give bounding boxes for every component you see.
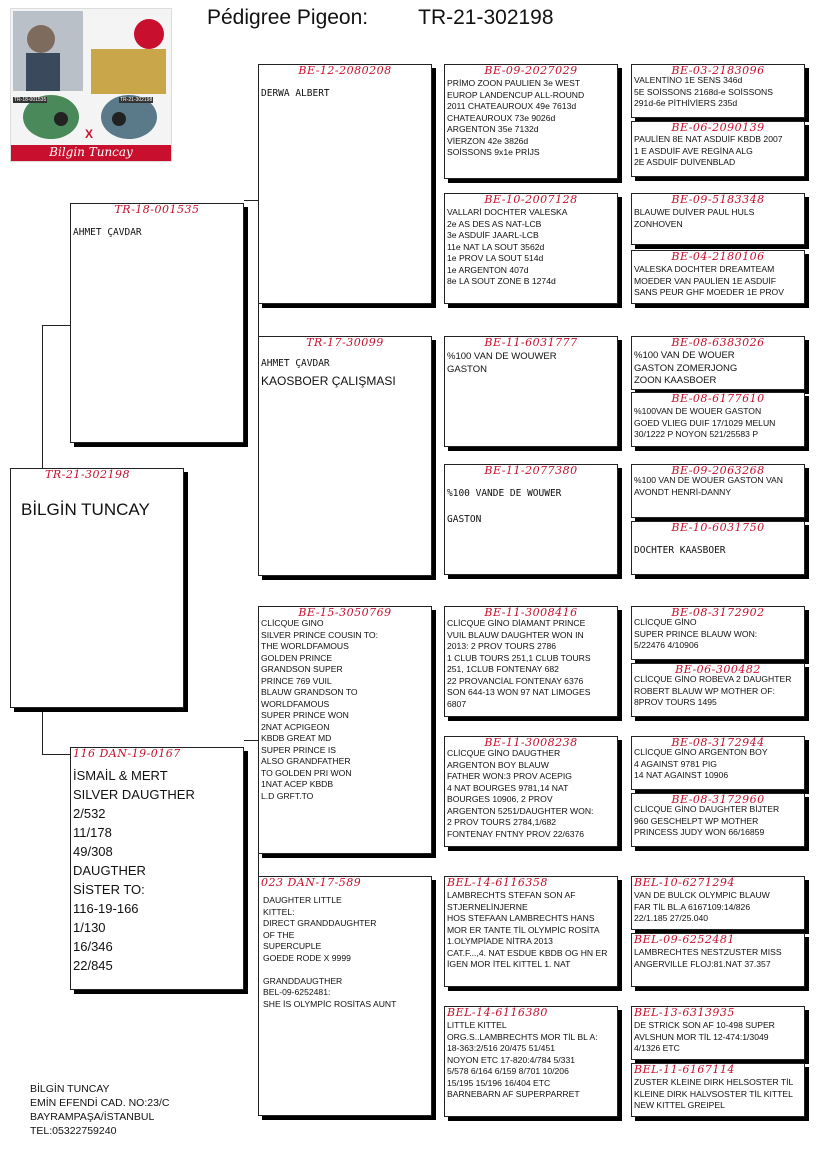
pedigree-box-gen4-6	[631, 392, 805, 447]
pigeon-details: BLAUWE DUİVER PAUL HULS ZONHOVEN	[634, 207, 755, 229]
pedigree-box-gen4-11	[631, 736, 805, 790]
ring-number: BE-10-6031750	[671, 521, 765, 534]
pigeon-details: VALENTİNO 1E SENS 346d 5E SOİSSONS 2168d-e SOİSSONS 291d-6e PİTHİVİERS 235d	[634, 75, 773, 108]
logo-badge: X	[85, 127, 94, 141]
pedigree-box-gen4-4	[631, 250, 805, 304]
pigeon-details: DERWA ALBERT	[261, 88, 330, 99]
pigeon-details: PAULİEN 8E NAT ASDUİF KBDB 2007 1 E ASDUİF AVE REGİNA ALG 2E ASDUİF DUİVENBLAD	[634, 134, 783, 167]
pigeon-details: %100 VAN DE WOUER GASTON ZOMERJONG ZOON KAASBOER	[634, 350, 738, 386]
ring-number: TR-18-001535	[114, 203, 200, 216]
pedigree-box-gen4-15	[631, 1006, 805, 1060]
pigeon-details: CLİCQUE GINO SILVER PRINCE COUSIN TO: THE WORLDFAMOUS GOLDEN PRINCE GRANDSON SUPER PRINCE 769 VUIL BLAUW GRANDSON TO WORLDFAMOUS SUPER PRINCE WON 2NAT ACPIGEON KBDB GREAT MD SUPER PRINCE IS ALSO GRANDFATHER TO GOLDEN PRI WON 1NAT ACEP KBDB L.D GRFT.TO	[261, 618, 378, 801]
pigeon-details: LAMBRECHTES NESTZUSTER MISS ANGERVILLE FLOJ:81.NAT 37.357	[634, 947, 782, 969]
ring-number: BE-09-2027029	[484, 64, 578, 77]
pedigree-box-gen2-3	[258, 606, 432, 854]
pedigree-box-gen3-8	[444, 1006, 618, 1117]
ring-number: BE-08-3172960	[671, 793, 765, 806]
pigeon-details: DE STRICK SON AF 10-498 SUPER AVLSHUN MOR TİL 12-474:1/3049 4/1326 ETC	[634, 1020, 775, 1053]
pigeon-details: DAUGHTER LITTLE KITTEL: DIRECT GRANDDAUGHTER OF THE SUPERCUPLE GOEDE RODE X 9999 GRANDDAUGTHER BEL-09-6252481: SHE İS OLYMPİC ROSİTAS AUNT	[263, 895, 397, 1009]
ring-number: 116 DAN-19-0167	[73, 747, 181, 760]
ring-number: BE-11-6031777	[484, 336, 578, 349]
pedigree-box-gen2-2	[258, 336, 432, 576]
pedigree-box-gen3-3	[444, 336, 618, 447]
pigeon-details: PRİMO ZOON PAULIEN 3e WEST EUROP LANDENCUP ALL-ROUND 2011 CHATEAUROUX 49e 7613d CHATEAUROUX 73e 9026d ARGENTON 35e 7132d VİERZON 42e 3826d SOİSSONS 9x1e PRİJS	[447, 78, 585, 157]
logo-left-ring: TR-18-001535	[14, 97, 47, 103]
ring-number: BE-08-6177610	[671, 392, 765, 405]
pigeon-details: CLİCQUE GİNO ROBEVA 2 DAUGHTER ROBERT BLAUW WP MOTHER OF: 8PROV TOURS 1495	[634, 674, 792, 707]
pigeon-details: CLİCQUE GİNO DAUGHTER BİJTER 960 GESCHELPT WP MOTHER PRINCESS JUDY WON 66/16859	[634, 804, 780, 837]
pedigree-box-gen2-4	[258, 876, 432, 1116]
ring-number: BE-09-5183348	[671, 193, 765, 206]
pedigree-box-gen4-1	[631, 64, 805, 118]
ring-number: 023 DAN-17-589	[261, 876, 362, 889]
pedigree-box-sire	[70, 203, 244, 443]
connector-dam-stub	[244, 740, 258, 741]
pigeon-details: VALESKA DOCHTER DREAMTEAM MOEDER VAN PAULİEN 1E ASDUİF SANS PEUR GHF MOEDER 1E PROV	[634, 264, 784, 297]
ring-number: BE-11-2077380	[484, 464, 578, 477]
pedigree-box-gen4-3	[631, 193, 805, 245]
logo-script-text: Bilgin Tuncay	[49, 145, 133, 159]
pigeon-details: AHMET ÇAVDAR	[73, 227, 142, 238]
ring-number: BE-06-2090139	[671, 121, 765, 134]
ring-number: BE-08-3172902	[671, 606, 765, 619]
pigeon-details: %100 VAN DE WOUWER GASTON	[447, 351, 557, 375]
title-ring: TR-21-302198	[418, 6, 554, 29]
pigeon-details: %100 VAN DE WOUER GASTON VAN AVONDT HENRİ-DANNY	[634, 475, 783, 497]
pedigree-box-subject	[10, 468, 184, 708]
ring-number: BE-11-3008416	[484, 606, 578, 619]
ring-number: BE-15-3050769	[298, 606, 392, 619]
title-label: Pédigree Pigeon:	[207, 6, 369, 29]
pigeon-details: BİLGİN TUNCAY	[21, 500, 150, 519]
breeder-contact: BİLGİN TUNCAY EMİN EFENDİ CAD. NO:23/C BAYRAMPAŞA/İSTANBUL TEL:05322759240	[30, 1083, 170, 1137]
pedigree-box-gen3-5	[444, 606, 618, 717]
pedigree-box-gen4-12	[631, 793, 805, 847]
pigeon-details: %100 VANDE DE WOUWER GASTON	[447, 488, 562, 525]
pigeon-details: İSMAİL & MERT SILVER DAUGTHER 2/532 11/178 49/308 DAUGTHER SİSTER TO: 116-19-166 1/130 16/346 22/845	[73, 768, 195, 973]
pedigree-box-gen3-2	[444, 193, 618, 304]
pedigree-box-gen3-7	[444, 876, 618, 987]
ring-number: BE-09-2063268	[671, 464, 765, 477]
pedigree-box-dam	[70, 747, 244, 990]
ring-number: BEL-14-6116380	[447, 1006, 548, 1019]
pigeon-details: VALLARİ DOCHTER VALESKA 2e AS DES AS NAT-LCB 3e ASDUİF JAARL-LCB 11e NAT LA SOUT 3562d 1e PROV LA SOUT 514d 1e ARGENTON 407d 8e LA SOUT ZONE B 1274d	[447, 207, 568, 286]
ring-number: BE-11-3008238	[484, 736, 578, 749]
pigeon-details: DOCHTER KAASBOER	[634, 545, 726, 556]
pigeon-details: CLİCQUE GİNO DAUGTHER ARGENTON BOY BLAUW FATHER WON:3 PROV ACEPIG 4 NAT BOURGES 9781,14 NAT BOURGES 10906, 2 PROV ARGENTON 5251/DAUGHTER WON: 2 PROV TOURS 2784,1/682 FONTENAY FNTNY PROV 22/6376	[447, 748, 594, 839]
pedigree-box-gen4-5	[631, 336, 805, 390]
pedigree-box-gen4-10	[631, 663, 805, 717]
pigeon-details: CLİCQUE GİNO SUPER PRINCE BLAUW WON: 5/22476 4/10906	[634, 617, 758, 650]
pigeon-note: KAOSBOER ÇALIŞMASI	[261, 374, 396, 388]
ring-number: BE-06-300482	[675, 663, 761, 676]
ring-number: BE-10-2007128	[484, 193, 578, 206]
logo-right-ring: TR-21-302198	[120, 97, 153, 103]
pedigree-box-gen4-14	[631, 933, 805, 987]
pedigree-box-gen3-4	[444, 464, 618, 575]
ring-number: BEL-13-6313935	[634, 1006, 735, 1019]
page-title	[207, 6, 554, 30]
breeder-logo	[10, 8, 172, 162]
pedigree-box-gen2-1	[258, 64, 432, 304]
pedigree-box-gen4-2	[631, 121, 805, 177]
ring-number: BEL-10-6271294	[634, 876, 735, 889]
connector-sire-stub	[244, 200, 258, 201]
pedigree-box-gen3-1	[444, 64, 618, 179]
pedigree-box-gen4-7	[631, 464, 805, 518]
pedigree-box-gen4-16	[631, 1063, 805, 1117]
pigeon-details: %100VAN DE WOUER GASTON GOED VLIEG DUIF 17/1029 MELUN 30/1222 P NOYON 521/25583 P	[634, 406, 776, 439]
ring-number: TR-21-302198	[45, 468, 131, 481]
pigeon-details: AHMET ÇAVDAR	[261, 358, 330, 369]
ring-number: TR-17-30099	[306, 336, 384, 349]
pedigree-box-gen4-9	[631, 606, 805, 660]
ring-number: BEL-14-6116358	[447, 876, 548, 889]
pigeon-details: CLİCQUE GİNO DİAMANT PRINCE VUIL BLAUW DAUGHTER WON IN 2013: 2 PROV TOURS 2786 1 CLUB TOURS 251,1 CLUB TOURS 251, 1CLUB FONTENAY 682 22 PROVANCİAL FONTENAY 6376 SON 644-13 WON 97 NAT LIMOGES 6807	[447, 618, 591, 709]
pigeon-details: LITTLE KITTEL ORG.S..LAMBRECHTS MOR TİL BL A: 18-363:2/516 20/475 51/451 NOYON ETC 17-820:4/784 5/331 5/578 6/164 6/159 8/701 10/206 15/195 15/196 16/404 ETC BARNEBARN AF SUPERPARRET	[447, 1020, 598, 1099]
ring-number: BE-12-2080208	[298, 64, 392, 77]
ring-number: BEL-11-6167114	[634, 1063, 735, 1076]
pedigree-box-gen4-8	[631, 521, 805, 575]
ring-number: BE-08-6383026	[671, 336, 765, 349]
pigeon-details: VAN DE BULCK OLYMPIC BLAUW FAR TİL BL.A 6167109:14/826 22/1.185 27/25.040	[634, 890, 770, 923]
ring-number: BE-08-3172944	[671, 736, 765, 749]
ring-number: BE-04-2180106	[671, 250, 765, 263]
pigeon-details: CLİCQUE GİNO ARGENTON BOY 4 AGAINST 9781 PIG 14 NAT AGAINST 10906	[634, 747, 768, 780]
ring-number: BE-03-2183096	[671, 64, 765, 77]
pigeon-details: LAMBRECHTS STEFAN SON AF STJERNELİNJERNE HOS STEFAAN LAMBRECHTS HANS MOR ER TANTE TİL OLYMPİC ROSİTA 1.OLYMPİADE NİTRA 2013 CAT.F...,4. NAT ESDUE KBDB OG HN ER İGEN MOR İTEL KITTEL 1. NAT	[447, 890, 608, 969]
ring-number: BEL-09-6252481	[634, 933, 735, 946]
pedigree-box-gen3-6	[444, 736, 618, 847]
pigeon-details: ZUSTER KLEINE DIRK HELSOSTER TİL KLEINE DIRK HALVSOSTER TİL KITTEL NEW KITTEL GREIPEL	[634, 1077, 794, 1110]
pedigree-box-gen4-13	[631, 876, 805, 930]
